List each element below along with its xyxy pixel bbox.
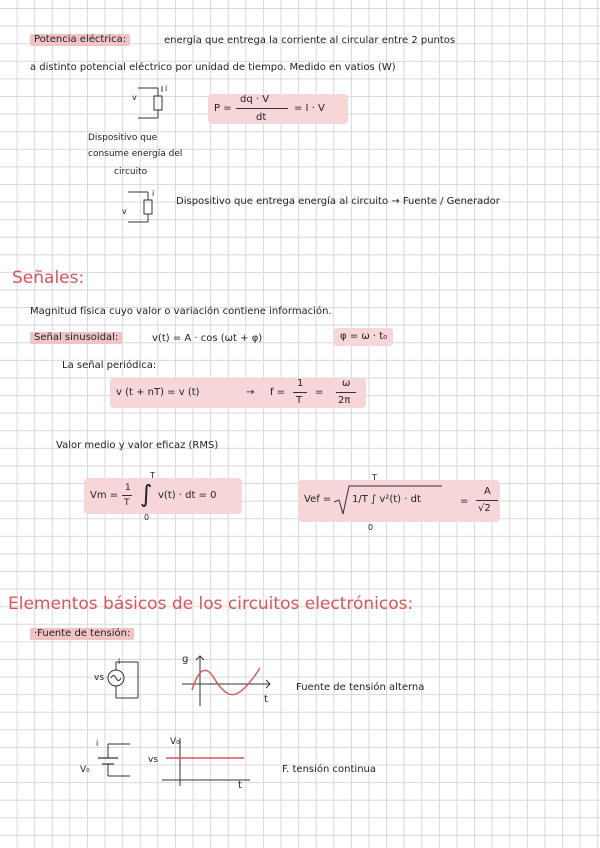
medio-label: Valor medio y valor eficaz (RMS) (56, 440, 219, 451)
vm-upper: T (150, 471, 155, 480)
vm-frac-den: T (124, 498, 130, 508)
w-den: 2π (338, 395, 351, 406)
potencia-line2: a distinto potencial eléctrico por unidad de tiempo. Medido en vatios (W) (30, 62, 396, 73)
potencia-term: Potencia eléctrica: (30, 34, 130, 46)
power-formula-den: dt (256, 112, 267, 123)
f-eq: f = (270, 387, 286, 398)
dc-vs-label: vs (148, 755, 159, 765)
consumer-resistor-icon (128, 84, 168, 124)
consumer-i-label: i (165, 84, 168, 93)
ac-i-label: i (118, 657, 121, 666)
vef-lhs: Vef = (304, 494, 332, 505)
periodic-arrow: → (246, 387, 255, 398)
periodic-formula: v (t + nT) = v (t) (116, 387, 200, 398)
vef-body: 1/T ∫ v²(t) · dt (352, 494, 421, 505)
periodica-label: La señal periódica: (62, 360, 157, 371)
dc-axis-t: t (238, 780, 242, 791)
f-den: T (296, 395, 303, 406)
phi-formula: φ = ω · t₀ (334, 328, 393, 346)
vm-frac-num: 1 (125, 483, 131, 493)
vm-integral: ∫ (140, 480, 153, 508)
w-num: ω (342, 378, 351, 389)
ac-vs-label: vs (94, 673, 105, 683)
w-bar (336, 392, 356, 393)
ac-axis-t: t (264, 694, 268, 705)
generator-v-label: v (122, 207, 127, 216)
dc-axis-v0: V₀ (170, 737, 180, 747)
vm-lower: 0 (144, 513, 150, 522)
sinus-formula: v(t) = A · cos (ωt + φ) (152, 333, 263, 344)
vm-frac-bar (122, 495, 132, 496)
vef-lower: 0 (368, 523, 374, 532)
consume-label-2: consume energía del (88, 149, 183, 159)
f-num: 1 (297, 378, 304, 389)
consumer-v-label: v (132, 93, 137, 102)
f-eq2: = (315, 387, 324, 398)
vef-eq: = (460, 496, 469, 507)
vef-num: A (484, 486, 491, 497)
vef-den: √2 (478, 503, 491, 514)
consume-label-1: Dispositivo que (88, 133, 158, 143)
power-formula-bar (236, 108, 288, 109)
elementos-title: Elementos básicos de los circuitos electrónicos: (8, 594, 414, 614)
ac-waveform-chart (178, 654, 278, 710)
vef-upper: T (372, 473, 377, 482)
vm-body: v(t) · dt = 0 (158, 490, 217, 501)
generator-i-label: i (152, 189, 155, 198)
sinus-term: Señal sinusoidal: (30, 332, 122, 344)
entrega-text: Dispositivo que entrega energía al circuito → Fuente / Generador (176, 196, 500, 207)
vef-bar (476, 500, 498, 501)
fuente-term: ·Fuente de tensión: (30, 628, 134, 640)
ac-axis-g: g (182, 654, 189, 665)
vm-lhs: Vm = (90, 490, 119, 501)
continua-label: F. tensión continua (282, 764, 376, 775)
dc-i-label: i (96, 739, 99, 748)
potencia-line1: energía que entrega la corriente al circular entre 2 puntos (164, 35, 456, 46)
dc-v0-label: V₀ (80, 765, 90, 775)
dc-source-icon (90, 736, 150, 786)
power-formula-num: dq · V (240, 94, 270, 105)
alterna-label: Fuente de tensión alterna (296, 682, 425, 693)
consume-label-3: circuito (114, 167, 148, 177)
power-formula-rhs: = I · V (294, 103, 325, 114)
senales-title: Señales: (12, 268, 85, 288)
senales-def: Magnitud física cuyo valor o variación contiene información. (30, 306, 332, 317)
power-formula-p: P = (214, 103, 232, 114)
f-bar (293, 392, 307, 393)
ac-source-icon (98, 652, 158, 708)
